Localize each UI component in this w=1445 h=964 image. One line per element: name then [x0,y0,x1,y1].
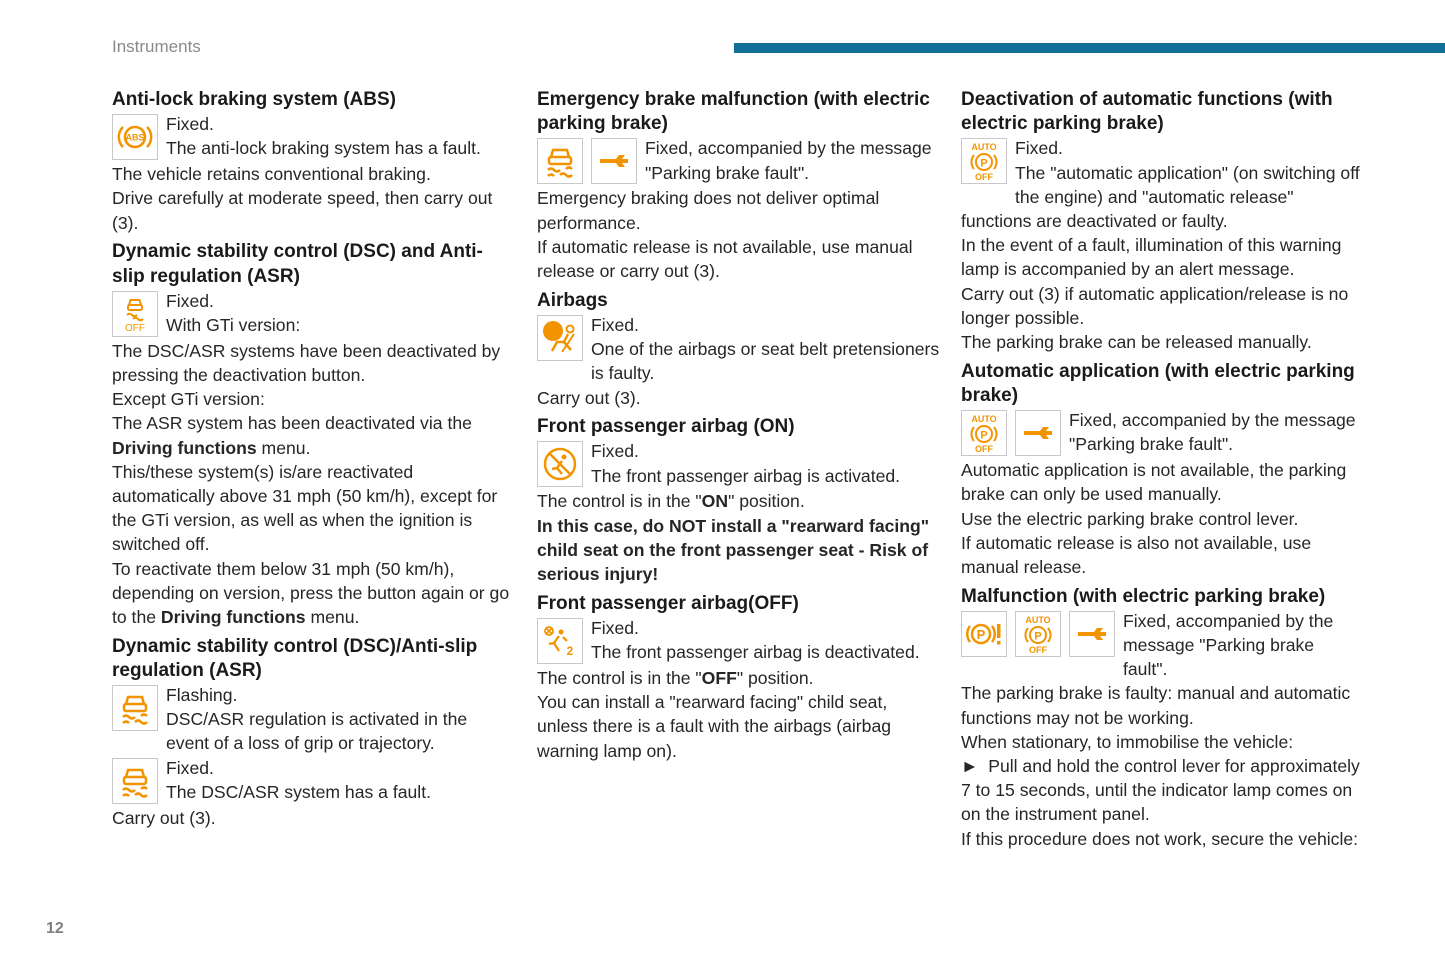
paragraph: The front passenger airbag is deactivated. [591,642,920,663]
paragraph [537,489,942,513]
text-run: " position. [736,667,814,688]
icon-group [112,758,158,804]
paragraph: Carry out (3). [112,807,216,828]
wrench-icon [1015,410,1061,456]
auto-parking-brake-off-icon [1015,611,1061,657]
airbag-icon [537,315,583,361]
paragraph: If automatic release is also not available, use manual release. [961,532,1312,577]
position-label: ON [701,491,729,512]
wrench-icon [1069,611,1115,657]
icon-group [961,138,1007,184]
wrench-icon [591,138,637,184]
paragraph: You can install a "rearward facing" child seat, unless there is a fault with the airbags (airbag warning lamp on). [537,692,892,761]
paragraph: Automatic application is not available, the parking brake can only be used manually. [961,460,1347,505]
column-1 [112,88,512,835]
column-3 [961,88,1361,856]
paragraph: The DSC/ASR system has a fault. [166,781,431,802]
text-run: The control is in the " [537,491,702,512]
paragraph: If this procedure does not work, secure the vehicle: [961,828,1359,849]
paragraph: Fixed. [591,314,639,335]
paragraph: Fixed. [166,114,214,135]
passenger-airbag-off-icon [537,618,583,664]
parking-brake-fault-icon [961,611,1007,657]
bullet-arrow-icon: ► [961,756,979,777]
paragraph: The anti-lock braking system has a fault. [166,138,481,159]
section-passenger-airbag-off [537,592,942,763]
dsc-skid-icon [537,138,583,184]
paragraph: The parking brake can be released manually. [961,332,1312,353]
section-heading: Deactivation of automatic functions (with electric parking brake) [961,89,1333,135]
paragraph: Fixed, accompanied by the message "Parking brake fault". [1123,610,1334,680]
text-run: To reactivate them below 31 mph (50 km/h), depending on version, press the button again or go to the [112,558,510,627]
paragraph: The parking brake is faulty: manual and automatic functions may not be working. [961,683,1351,728]
paragraph: With GTi version: [166,314,301,335]
paragraph: Fixed. [166,290,214,311]
text-run: The ASR system has been deactivated via the [112,413,472,434]
section-dsc [112,635,512,830]
paragraph [112,411,512,459]
paragraph: The vehicle retains conventional braking. [112,164,431,185]
paragraph: Carry out (3). [537,387,641,408]
paragraph: The "automatic application" (on switching off the engine) and "automatic release" functions are deactivated or faulty. [961,162,1360,232]
section-automatic-application [961,360,1361,579]
paragraph: Fixed. [166,757,214,778]
text-run: The control is in the " [537,667,702,688]
section-passenger-airbag-on [537,415,942,586]
dsc-skid-icon [112,758,158,804]
icon-group [537,138,637,184]
icon-group [537,315,583,361]
text-run: Pull and hold the control lever for approximately 7 to 15 seconds, until the indicator lamp comes on on the instrument panel. [961,756,1360,825]
paragraph: When stationary, to immobilise the vehicle: [961,731,1294,752]
icon-group [112,114,158,160]
text-run: menu. [256,437,311,458]
paragraph: If automatic release is not available, use manual release or carry out (3). [537,236,913,282]
paragraph: Fixed, accompanied by the message "Parking brake fault". [645,138,932,183]
paragraph: In the event of a fault, illumination of this warning lamp is accompanied by an alert message. [961,235,1342,280]
paragraph: Emergency braking does not deliver optimal performance. [537,188,880,233]
paragraph: This/these system(s) is/are reactivated automatically above 31 mph (50 km/h), except for the GTi version, as well as when the ignition is switched off. [112,461,498,555]
paragraph: Flashing. [166,685,238,706]
safety-warning: In this case, do NOT install a "rearward facing" child seat on the front passenger seat - Risk of serious injury! [537,515,930,585]
section-heading: Malfunction (with electric parking brake) [961,585,1326,607]
paragraph: Carry out (3) if automatic application/release is no longer possible. [961,283,1349,328]
section-heading: Dynamic stability control (DSC) and Anti-slip regulation (ASR) [112,241,483,287]
section-heading: Airbags [537,289,608,311]
abs-warning-icon [112,114,158,160]
passenger-airbag-on-icon [537,441,583,487]
section-heading: Anti-lock braking system (ABS) [112,89,396,110]
icon-group [112,685,158,731]
page-header-title: Instruments [112,37,201,56]
column-2 [537,88,942,768]
icon-group [537,441,583,487]
paragraph: Fixed. [591,441,639,462]
paragraph: The front passenger airbag is activated. [591,465,901,486]
text-run: " position. [728,491,805,512]
section-malfunction [961,585,1361,851]
section-emergency-brake [537,88,942,283]
icon-group [112,291,158,337]
paragraph: Fixed. [591,617,639,638]
paragraph: Except GTi version: [112,389,265,410]
paragraph: One of the airbags or seat belt pretensioners is faulty. [591,339,940,384]
paragraph [112,557,512,630]
paragraph [537,666,942,690]
section-dsc-off [112,240,512,629]
menu-reference: Driving functions [112,437,257,458]
page-number: 12 [46,920,64,937]
paragraph: Use the electric parking brake control lever. [961,508,1299,529]
icon-group [961,410,1061,456]
section-heading: Automatic application (with electric parking brake) [961,360,1355,406]
icon-group [961,611,1115,657]
section-abs [112,88,512,235]
text-run: menu. [305,606,360,627]
auto-parking-brake-off-icon [961,410,1007,456]
dsc-skid-icon [112,685,158,731]
section-heading: Front passenger airbag (ON) [537,416,795,438]
section-heading: Dynamic stability control (DSC)/Anti-slip regulation (ASR) [112,635,478,681]
header-accent-bar [734,43,1445,53]
section-heading: Front passenger airbag(OFF) [537,592,799,614]
paragraph: Fixed. [1015,138,1063,159]
section-airbags [537,289,942,410]
position-label: OFF [701,667,737,688]
section-heading: Emergency brake malfunction (with electric parking brake) [537,89,930,135]
dsc-off-icon [112,291,158,337]
auto-parking-brake-off-icon [961,138,1007,184]
bullet-item [961,754,1361,827]
section-deactivation-automatic [961,88,1361,354]
paragraph: DSC/ASR regulation is activated in the event of a loss of grip or trajectory. [166,709,468,754]
menu-reference: Driving functions [160,606,306,627]
icon-group [537,618,583,664]
paragraph: The DSC/ASR systems have been deactivated by pressing the deactivation button. [112,340,501,385]
paragraph: Drive carefully at moderate speed, then carry out (3). [112,188,493,233]
paragraph: Fixed, accompanied by the message "Parking brake fault". [1069,410,1356,455]
